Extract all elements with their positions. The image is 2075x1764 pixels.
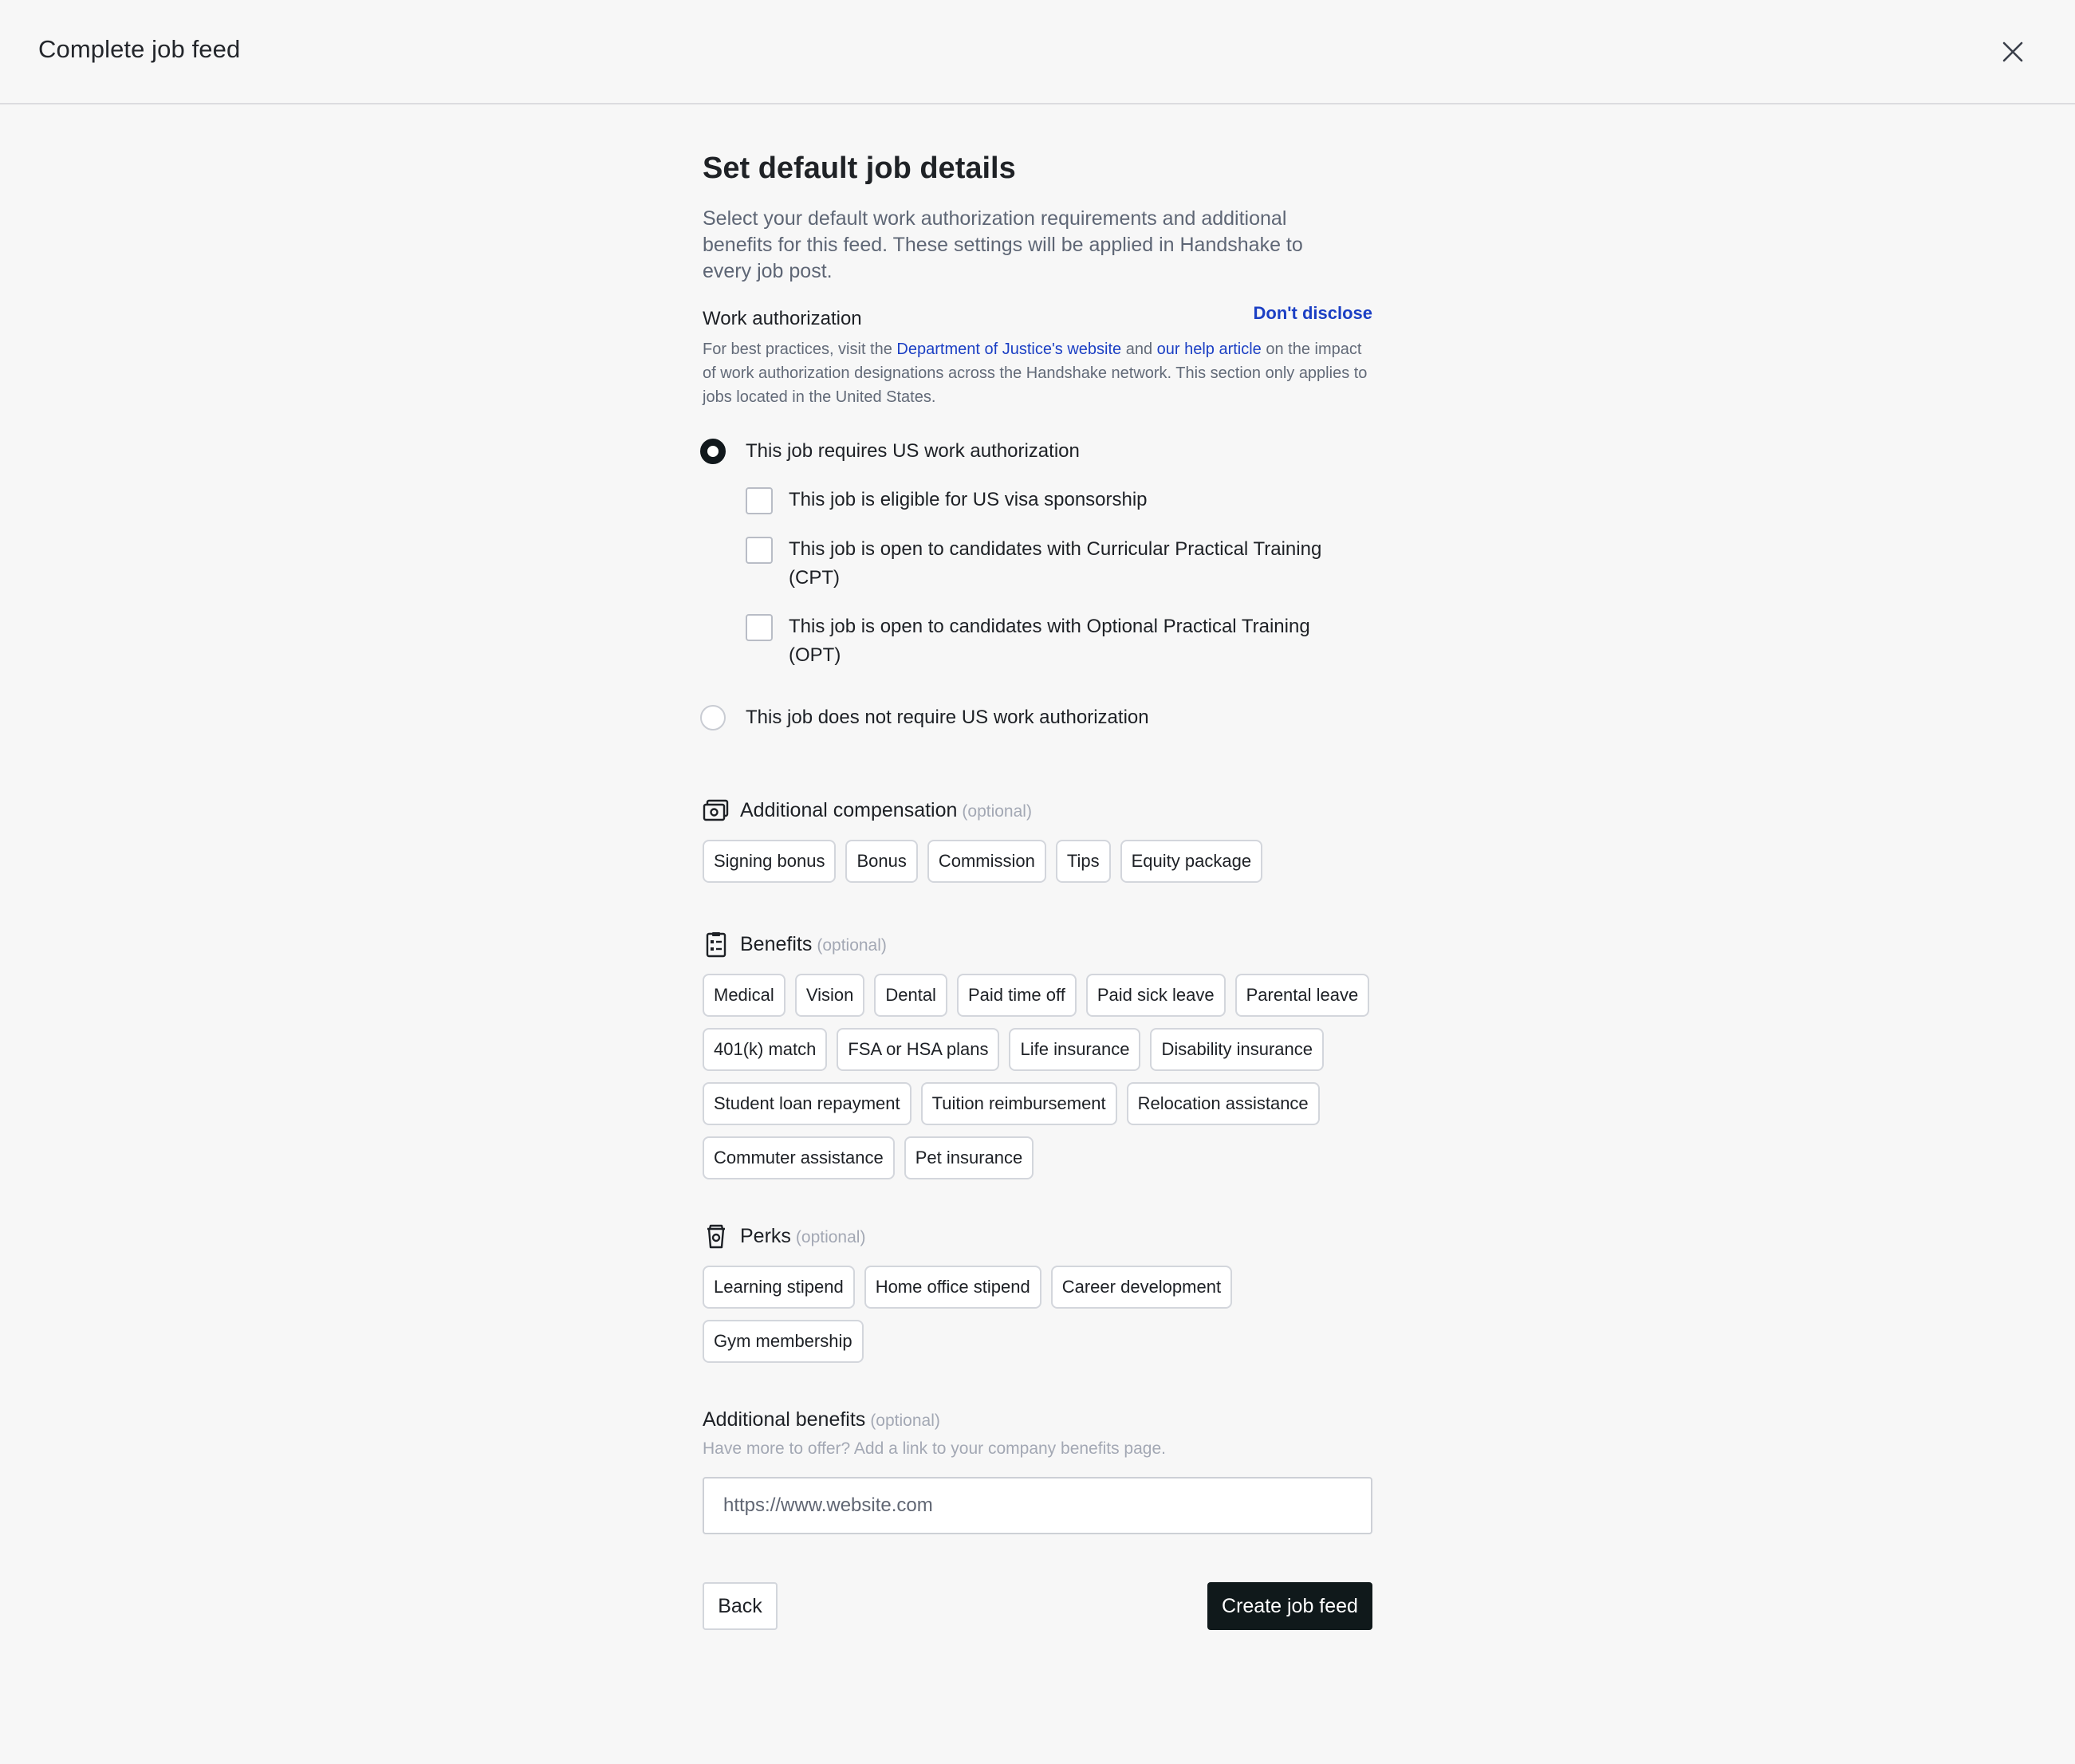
- benefits-chips: [703, 974, 1372, 1179]
- checkbox[interactable]: [746, 614, 773, 641]
- checkbox-cpt[interactable]: [746, 537, 1363, 593]
- perks-title: Perks: [740, 1224, 791, 1247]
- benefits-chip[interactable]: Vision: [795, 974, 865, 1017]
- doj-website-link[interactable]: Department of Justice's website: [896, 341, 1122, 358]
- clipboard-icon: [703, 931, 730, 958]
- perks-chip[interactable]: Learning stipend: [703, 1266, 855, 1309]
- additional-benefits-header: [703, 1408, 940, 1431]
- benefits-url-input[interactable]: [703, 1477, 1372, 1534]
- checkbox-visa-sponsorship[interactable]: [746, 487, 1363, 514]
- optional-label: (optional): [795, 1227, 866, 1246]
- benefits-chip[interactable]: Dental: [874, 974, 947, 1017]
- coffee-cup-icon: [703, 1223, 730, 1250]
- dont-disclose-link[interactable]: Don't disclose: [1253, 303, 1372, 323]
- checkbox-label: This job is open to candidates with Optional Practical Training (OPT): [789, 616, 1310, 666]
- work-authorization-title: Work authorization: [703, 308, 862, 329]
- checkbox-label: This job is open to candidates with Curricular Practical Training (CPT): [789, 538, 1322, 589]
- create-job-feed-button[interactable]: Create job feed: [1207, 1582, 1372, 1630]
- work-authorization-help: [703, 337, 1372, 409]
- compensation-chip[interactable]: Tips: [1056, 840, 1111, 883]
- benefits-chip[interactable]: Medical: [703, 974, 786, 1017]
- checkbox-label: This job is eligible for US visa sponsorship: [789, 489, 1148, 510]
- checkbox[interactable]: [746, 487, 773, 514]
- benefits-chip[interactable]: Disability insurance: [1150, 1028, 1324, 1071]
- radio-button-selected[interactable]: [700, 439, 726, 464]
- radio-not-requires-authorization[interactable]: [700, 705, 1149, 730]
- perks-chip[interactable]: Home office stipend: [864, 1266, 1041, 1309]
- radio-label: This job requires US work authorization: [746, 440, 1080, 462]
- optional-label: (optional): [870, 1412, 940, 1430]
- close-button[interactable]: [2000, 39, 2026, 65]
- additional-benefits-subtitle: Have more to offer? Add a link to your company benefits page.: [703, 1439, 1166, 1458]
- optional-label: (optional): [962, 801, 1032, 821]
- optional-label: (optional): [817, 935, 887, 955]
- perks-chips: [703, 1266, 1372, 1363]
- compensation-chip[interactable]: Equity package: [1120, 840, 1262, 883]
- benefits-chip[interactable]: Student loan repayment: [703, 1082, 912, 1125]
- compensation-chip[interactable]: Bonus: [845, 840, 917, 883]
- benefits-chip[interactable]: Life insurance: [1009, 1028, 1140, 1071]
- compensation-chips: [703, 840, 1372, 883]
- benefits-chip[interactable]: Pet insurance: [904, 1136, 1034, 1179]
- benefits-chip[interactable]: Paid time off: [957, 974, 1077, 1017]
- help-article-link[interactable]: our help article: [1156, 341, 1262, 358]
- benefits-title: Benefits: [740, 932, 813, 955]
- modal-header: [0, 0, 2075, 104]
- radio-button[interactable]: [700, 705, 726, 730]
- benefits-chip[interactable]: FSA or HSA plans: [837, 1028, 999, 1071]
- benefits-section-header: [703, 931, 887, 958]
- help-text-mid: and: [1121, 341, 1157, 358]
- help-text-suffix: on the impact of work authorization designations across the Handshake network. This section only applies to jobs located in the United States.: [703, 341, 1368, 406]
- benefits-chip[interactable]: Parental leave: [1235, 974, 1370, 1017]
- help-text-prefix: For best practices, visit the: [703, 341, 897, 358]
- compensation-section-header: [703, 797, 1032, 824]
- checkbox[interactable]: [746, 537, 773, 564]
- benefits-chip[interactable]: Commuter assistance: [703, 1136, 895, 1179]
- page-description: Select your default work authorization requirements and additional benefits for this feed. These settings will be applied in Handshake to every job post.: [703, 207, 1303, 282]
- money-icon: [703, 797, 730, 824]
- benefits-chip[interactable]: Tuition reimbursement: [921, 1082, 1117, 1125]
- modal-title: Complete job feed: [38, 35, 241, 63]
- close-icon: [2000, 39, 2026, 65]
- perks-chip[interactable]: Gym membership: [703, 1320, 864, 1363]
- checkbox-opt[interactable]: [746, 614, 1363, 670]
- radio-label: This job does not require US work authorization: [746, 707, 1149, 728]
- back-button[interactable]: Back: [703, 1582, 778, 1630]
- page-title: Set default job details: [703, 152, 1016, 185]
- perks-section-header: [703, 1223, 865, 1250]
- benefits-chip[interactable]: Relocation assistance: [1127, 1082, 1320, 1125]
- perks-chip[interactable]: Career development: [1051, 1266, 1232, 1309]
- benefits-chip[interactable]: Paid sick leave: [1086, 974, 1226, 1017]
- radio-requires-authorization[interactable]: [700, 439, 1080, 464]
- compensation-title: Additional compensation: [740, 798, 958, 821]
- additional-benefits-title: Additional benefits: [703, 1408, 866, 1431]
- compensation-chip[interactable]: Signing bonus: [703, 840, 836, 883]
- compensation-chip[interactable]: Commission: [927, 840, 1046, 883]
- benefits-chip[interactable]: 401(k) match: [703, 1028, 827, 1071]
